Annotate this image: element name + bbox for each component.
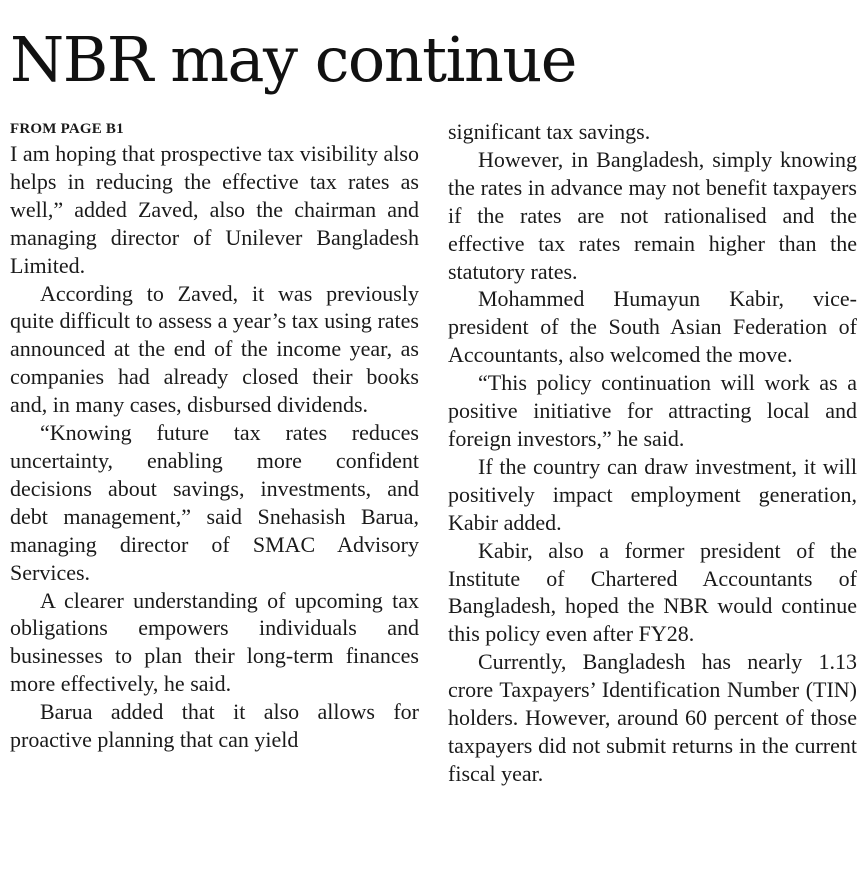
article-column-right xyxy=(448,118,857,788)
jump-label: FROM PAGE B1 xyxy=(10,121,124,137)
paragraph: Barua added that it also allows for proactive planning that can yield xyxy=(10,699,419,753)
headline: NBR may continue xyxy=(10,23,576,96)
paragraph: I am hoping that prospective tax visibility also helps in reducing the effective tax rates as well,” added Zaved, also the chairman and managing director of Unilever Bangladesh Limited. xyxy=(10,141,419,278)
paragraph: “This policy continuation will work as a positive initiative for attracting local and foreign investors,” he said. xyxy=(448,370,857,451)
paragraph: “Knowing future tax rates reduces uncertainty, enabling more confident decisions about savings, investments, and debt management,” said Snehasish Barua, managing director of SMAC Advisory Services. xyxy=(10,420,419,585)
paragraph: A clearer understanding of upcoming tax obligations empowers individuals and businesses to plan their long-term finances more effectively, he said. xyxy=(10,587,419,697)
paragraph: Currently, Bangladesh has nearly 1.13 crore Taxpayers’ Identification Number (TIN) holders. However, around 60 percent of those taxpayers did not submit returns in the current fiscal year. xyxy=(448,649,857,786)
paragraph: Mohammed Humayun Kabir, vice-president of the South Asian Federation of Accountants, also welcomed the move. xyxy=(448,286,857,368)
paragraph: According to Zaved, it was previously quite difficult to assess a year’s tax using rates announced at the end of the income year, as companies had already closed their books and, in many cases, disbursed dividends. xyxy=(10,280,419,418)
article-column-left xyxy=(10,118,419,754)
paragraph: significant tax savings. xyxy=(448,119,651,144)
paragraph: Kabir, also a former president of the Institute of Chartered Accountants of Bangladesh, hoped the NBR would continue this policy even after FY28. xyxy=(448,537,857,647)
paragraph: If the country can draw investment, it will positively impact employment generation, Kabir added. xyxy=(448,453,857,535)
paragraph: However, in Bangladesh, simply knowing the rates in advance may not benefit taxpayers if the rates are not rationalised and the effective tax rates remain higher than the statutory rates. xyxy=(448,146,857,284)
